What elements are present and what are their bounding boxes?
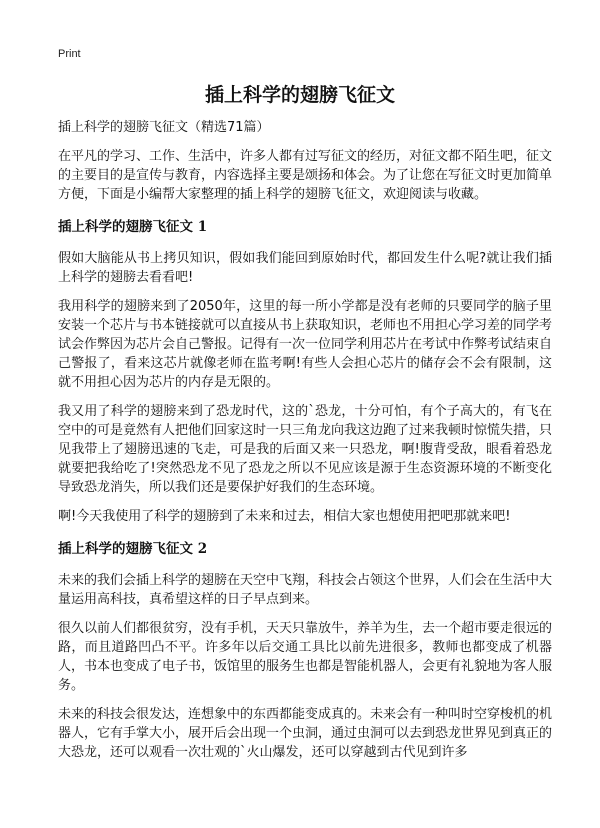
section-1-paragraph-4: 啊!今天我使用了科学的翅膀到了未来和过去，相信大家也想使用把吧那就来吧!: [58, 509, 511, 524]
article-body: [58, 118, 552, 772]
section-2-paragraph-2: 很久以前人们都很贫穷，没有手机，天天只靠放牛，养羊为生，去一个超市要走很远的路，而且道路凹凸不平。许多年以后交通工具比以前先进很多，教师也都变成了机器人，书本也变成了电子书，饭馆里的服务生也都是智能机器人，会更有礼貌地为客人服务。: [58, 621, 553, 693]
section-1-paragraph-2: 我用科学的翅膀来到了2050年，这里的每一所小学都是没有老师的只要同学的脑子里安装一个芯片与书本链接就可以直接从书上获取知识，老师也不用担心学习差的同学考试会作弊因为芯片会自己警报。记得有一次一位同学利用芯片在考试中作弊考试结束自己警报了，看来这芯片就像老师在监考啊!有些人会担心芯片的储存会不会有限制，这就不用担心因为芯片的内存是无限的。: [58, 299, 553, 390]
intro-paragraph: 在平凡的学习、工作、生活中，许多人都有过写征文的经历，对征文都不陌生吧，征文的主要目的是宣传与教育，内容选择主要是颂扬和体会。为了让您在写征文时更加简单方便，下面是小编帮大家整理的插上科学的翅膀飞征文，欢迎阅读与收藏。: [58, 149, 553, 202]
section-2-paragraph-3: 未来的科技会很发达，连想象中的东西都能变成真的。未来会有一种叫时空穿梭机的机器人，它有手掌大小，展开后会出现一个虫洞，通过虫洞可以去到恐龙世界见到真正的大恐龙，还可以观看一次壮观的`火山爆发，还可以穿越到古代见到许多: [58, 707, 553, 760]
section-heading-1: 插上科学的翅膀飞征文 1: [58, 219, 208, 235]
print-link[interactable]: Print: [58, 48, 81, 60]
section-2-paragraph-1: 未来的我们会插上科学的翅膀在天空中飞翔，科技会占领这个世界，人们会在生活中大量运用高科技，真希望这样的日子早点到来。: [58, 573, 553, 607]
section-heading-2: 插上科学的翅膀飞征文 2: [58, 541, 208, 557]
section-1-paragraph-1: 假如大脑能从书上拷贝知识，假如我们能回到原始时代，都回发生什么呢?就让我们插上科学的翅膀去看看吧!: [58, 251, 552, 285]
page-title: 插上科学的翅膀飞征文: [204, 84, 395, 106]
section-1-paragraph-3: 我又用了科学的翅膀来到了恐龙时代，这的`恐龙，十分可怕，有个子高大的，有飞在空中的可是竟然有人把他们回家这时一只三角龙向我这边跑了过来我顿时惊慌失措，只见我带上了翅膀迅速的飞走，可是我的后面又来一只恐龙，啊!腹背受敌，眼看着恐龙就要把我给吃了!突然恐龙不见了恐龙之所以不见应该是源于生态资源环境的不断变化导致恐龙消失，所以我们还是要保护好我们的生态环境。: [58, 404, 553, 495]
article-subtitle: 插上科学的翅膀飞征文（精选71篇）: [58, 120, 270, 135]
